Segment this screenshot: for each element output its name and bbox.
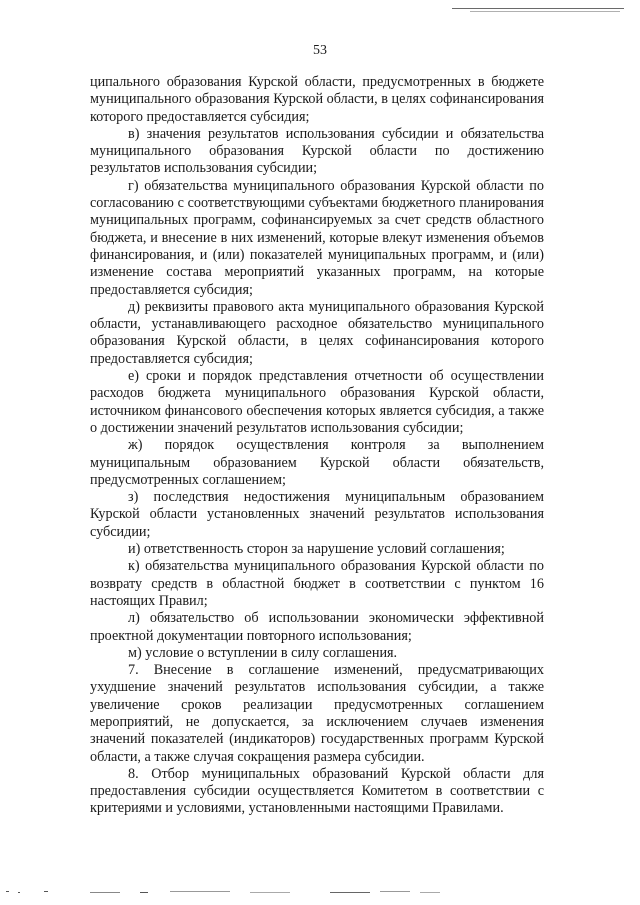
paragraph-item-m: м) условие о вступлении в силу соглашения. bbox=[128, 644, 398, 661]
scan-noise-footer bbox=[0, 888, 640, 898]
page-number: 53 bbox=[313, 43, 327, 58]
top-rule-line-secondary bbox=[470, 11, 620, 12]
paragraph-item-l: л) обязательство об использовании экономически эффективной проектной документации повторного использования; bbox=[90, 610, 544, 644]
paragraph-clause-7: 7. Внесение в соглашение изменений, предусматривающих ухудшение значений результатов использования субсидии, а также увеличение сроков реализации предусмотренных соглашением мероприятий, не допускается, за исключением случаев изменения значений показателей (индикаторов) государственных программ Курской области, а также случая сокращения размера субсидии. bbox=[90, 662, 544, 765]
paragraph-item-g: г) обязательства муниципального образования Курской области по согласованию с соответствующими субъектами бюджетного планирования муниципальных программ, софинансируемых за счет средств областного бюджета, и внесение в них изменений, которые влекут изменения объемов финансирования, и (или) показателей муниципальных программ, и (или) изменение состава мероприятий указанных программ, на которые предоставляется субсидия; bbox=[90, 177, 544, 298]
paragraph-continuation: ципального образования Курской области, предусмотренных в бюджете муниципального образования Курской области, в целях софинансирования которого предоставляется субсидия; bbox=[90, 74, 544, 125]
paragraph-item-zh: ж) порядок осуществления контроля за выполнением муниципальным образованием Курской области обязательств, предусмотренных соглашением; bbox=[90, 437, 544, 488]
paragraph-item-v: в) значения результатов использования субсидии и обязательства муниципального образования Курской области по достижению результатов использования субсидии; bbox=[90, 125, 544, 177]
paragraph-item-z: з) последствия недостижения муниципальным образованием Курской области установленных значений результатов использования субсидии; bbox=[90, 489, 544, 540]
top-rule-line bbox=[452, 8, 624, 9]
paragraph-clause-8: 8. Отбор муниципальных образований Курской области для предоставления субсидии осуществляется Комитетом в соответствии с критериями и условиями, установленными настоящими Правилами. bbox=[90, 765, 544, 817]
paragraph-item-i: и) ответственность сторон за нарушение условий соглашения; bbox=[128, 541, 505, 558]
paragraph-item-k: к) обязательства муниципального образования Курской области по возврату средств в областной бюджет в соответствии с пунктом 16 настоящих Правил; bbox=[90, 558, 544, 609]
document-body bbox=[90, 74, 544, 818]
paragraph-item-d: д) реквизиты правового акта муниципального образования Курской области, устанавливающего расходное обязательство муниципального образования Курской области, в целях софинансирования которого предоставляется субсидия; bbox=[90, 298, 544, 367]
paragraph-item-e: е) сроки и порядок представления отчетности об осуществлении расходов бюджета муниципального образования Курской области, источником финансового обеспечения которых является субсидия, а также о достижении значений результатов использования субсидии; bbox=[90, 368, 544, 436]
